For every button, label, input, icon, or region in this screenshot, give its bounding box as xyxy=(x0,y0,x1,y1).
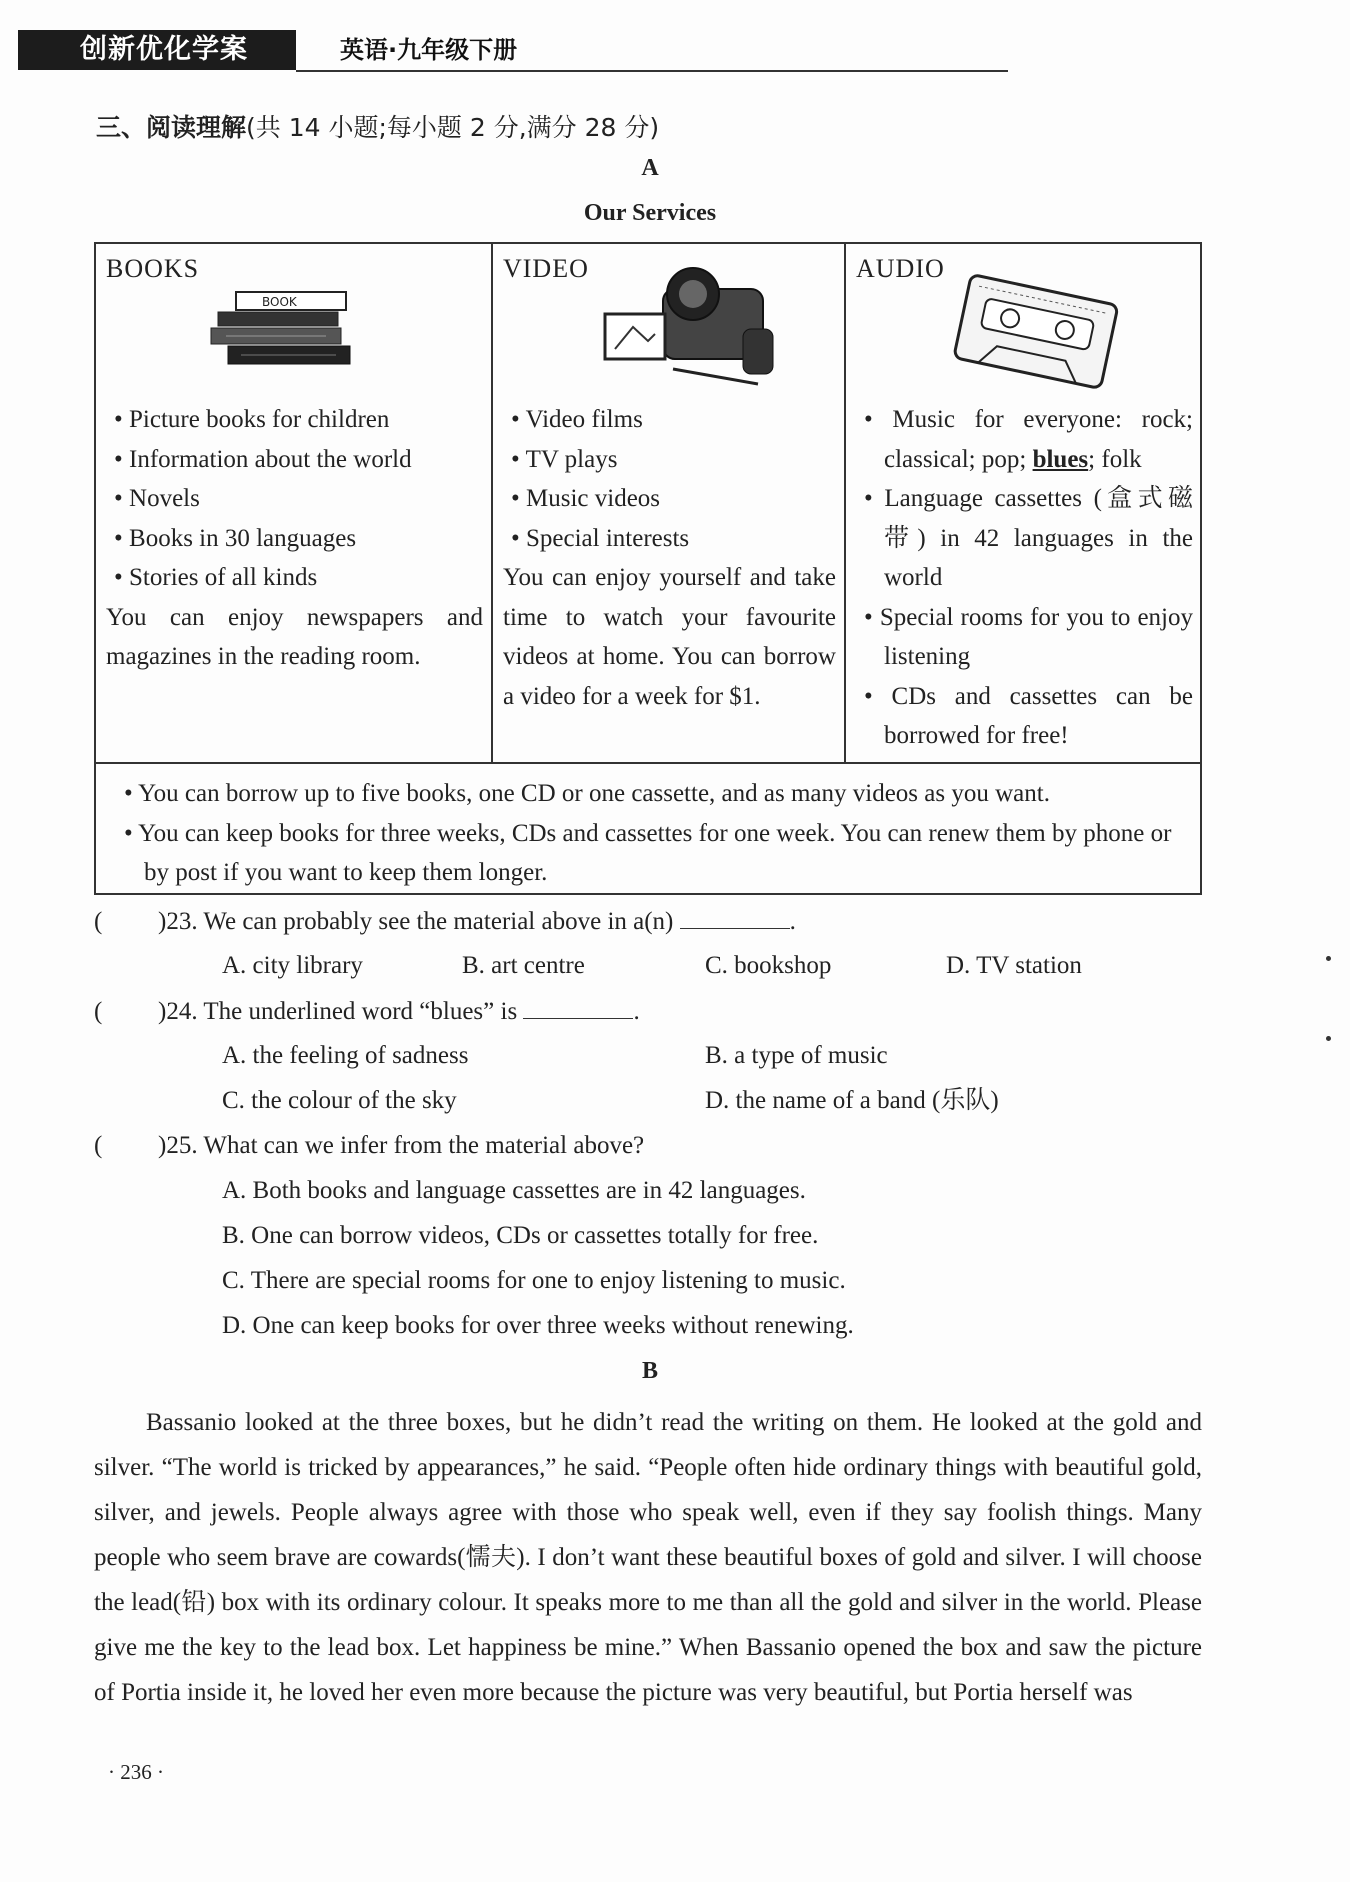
video-heading: VIDEO xyxy=(503,254,589,283)
camcorder-icon xyxy=(593,259,793,394)
list-item: • Special interests xyxy=(511,524,690,552)
list-item: • CDs and cassettes can be borrowed for free! xyxy=(864,682,1193,749)
list-item: • Music videos xyxy=(511,485,661,512)
list-item: • TV plays xyxy=(511,445,618,473)
margin-dot xyxy=(1326,956,1331,961)
option-b[interactable]: B. art centre xyxy=(462,952,585,979)
video-column xyxy=(493,244,846,762)
option-a[interactable]: A. the feeling of sadness xyxy=(222,1042,469,1069)
option-a[interactable]: A. Both books and language cassettes are in 42 languages. xyxy=(222,1177,806,1204)
books-list xyxy=(106,400,483,677)
section-title xyxy=(96,108,659,144)
list-item: • You can borrow up to five books, one CD or one cassette, and as many videos as you want. xyxy=(124,780,1050,807)
list-item: • Information about the world xyxy=(114,445,412,473)
list-item: • Language cassettes (盒式磁带) in 42 languages in the world xyxy=(864,485,1193,591)
cassette-icon xyxy=(946,269,1126,394)
option-d[interactable]: D. the name of a band (乐队) xyxy=(705,1087,999,1114)
section-title-note: (共 14 小题;每小题 2 分,满分 28 分) xyxy=(246,113,660,142)
audio-column xyxy=(846,244,1201,762)
question-24: ( )24. The underlined word “blues” is . xyxy=(94,994,640,1029)
page-header xyxy=(18,30,1008,72)
subject-title: 英语·九年级下册 xyxy=(340,36,518,64)
passage-a-label: A xyxy=(641,155,659,181)
question-23: ( )23. We can probably see the material above in a(n) . xyxy=(94,904,796,939)
books-column xyxy=(96,244,493,762)
books-note: You can enjoy newspapers and magazines in the reading room. xyxy=(106,603,483,670)
list-item: • Special rooms for you to enjoy listening xyxy=(864,603,1193,670)
answer-blank[interactable] xyxy=(523,994,633,1019)
passage-a-title: Our Services xyxy=(583,200,717,226)
option-c[interactable]: C. the colour of the sky xyxy=(222,1087,457,1114)
question-number: )23. xyxy=(158,908,198,935)
audio-list xyxy=(856,400,1193,756)
video-note: You can enjoy yourself and take time to watch your favourite videos at home. You can borrow a video for a week for $1. xyxy=(503,564,836,710)
option-a[interactable]: A. city library xyxy=(222,952,363,979)
question-stem: We can probably see the material above in a(n) xyxy=(203,908,674,935)
option-d[interactable]: D. One can keep books for over three weeks without renewing. xyxy=(222,1312,854,1339)
passage-b-text: Bassanio looked at the three boxes, but he didn’t read the writing on them. He looked at the gold and silver. “The world is tricked by appearances,” he said. “People often hide ordinary things with beautiful gold, silver, and jewels. People always agree with those who speak well, even if they say foolish things. Many people who seem brave are cowards(懦夫). I don’t want these beautiful boxes of gold and silver. I will choose the lead(铅) box with its ordinary colour. It speaks more to me than all the gold and silver in the world. Please give me the key to the lead box. Let happiness be mine.” When Bassanio opened the box and saw the picture of Portia inside it, he loved her even more because the picture was very beautiful, but Portia herself was xyxy=(94,1409,1202,1706)
question-number: )25. xyxy=(158,1132,198,1159)
page-number: · 236 · xyxy=(108,1760,164,1784)
margin-dot xyxy=(1326,1036,1331,1041)
list-item: • Books in 30 languages xyxy=(114,524,357,552)
question-stem: The underlined word “blues” is xyxy=(203,998,518,1025)
brand-banner: 创新优化学案 xyxy=(18,30,296,70)
books-icon xyxy=(206,284,356,374)
passage-b-label: B xyxy=(641,1358,658,1384)
option-d[interactable]: D. TV station xyxy=(946,952,1082,979)
borrowing-rules xyxy=(96,762,1200,893)
option-b[interactable]: B. One can borrow videos, CDs or cassettes totally for free. xyxy=(222,1222,819,1249)
question-number: )24. xyxy=(158,998,198,1025)
audio-heading: AUDIO xyxy=(856,254,945,283)
books-heading: BOOKS xyxy=(106,254,200,283)
svg-text:BOOK: BOOK xyxy=(262,295,297,309)
header-rule xyxy=(296,70,1008,72)
option-c[interactable]: C. There are special rooms for one to enjoy listening to music. xyxy=(222,1267,846,1294)
question-stem: What can we infer from the material above? xyxy=(203,1132,645,1159)
services-table xyxy=(94,242,1202,895)
question-25: ( )25. What can we infer from the material above? xyxy=(94,1132,645,1159)
answer-blank[interactable] xyxy=(680,904,790,929)
list-item: • Video films xyxy=(511,406,643,433)
option-c[interactable]: C. bookshop xyxy=(705,952,832,979)
video-list xyxy=(503,400,836,716)
section-title-main: 三、阅读理解 xyxy=(96,113,247,142)
list-item: • Stories of all kinds xyxy=(114,564,318,591)
option-b[interactable]: B. a type of music xyxy=(705,1042,888,1069)
list-item: • Novels xyxy=(114,485,200,512)
list-item: • Music for everyone: rock; classical; pop; blues; folk xyxy=(864,406,1193,473)
list-item: • You can keep books for three weeks, CDs and cassettes for one week. You can renew them by phone or by post if you want to keep them longer. xyxy=(124,819,1172,886)
list-item: • Picture books for children xyxy=(114,406,390,433)
underlined-word: blues xyxy=(1032,445,1089,473)
